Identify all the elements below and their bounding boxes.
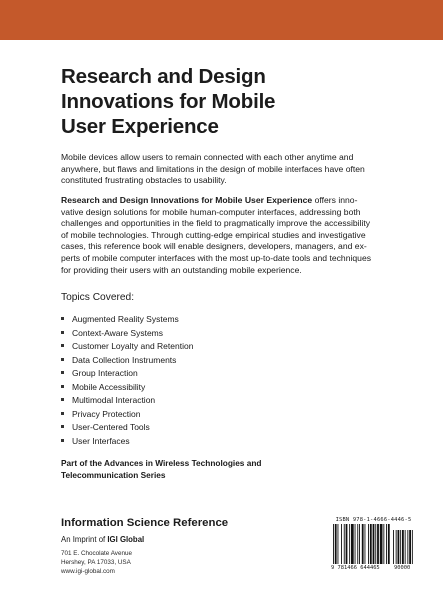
barcode-addon-bar	[412, 530, 413, 564]
barcode-bar	[359, 524, 360, 564]
barcode-bar	[355, 524, 356, 564]
description-line	[61, 195, 397, 207]
topic-label: Group Interaction	[72, 368, 138, 378]
barcode-bar	[362, 524, 364, 564]
imprint-prefix: An Imprint of	[61, 535, 108, 544]
barcode-bar	[368, 524, 369, 564]
description-bold-title: Research and Design Innovations for Mobile User Experience	[61, 195, 313, 205]
title-line: User Experience	[61, 115, 219, 138]
barcode-bar	[349, 524, 350, 564]
description-paragraph	[61, 195, 397, 276]
barcode-bar	[338, 524, 339, 564]
list-item	[61, 394, 193, 408]
barcode-addon-bar	[393, 530, 394, 564]
list-item	[61, 313, 193, 327]
address-line: Hershey, PA 17033, USA	[61, 559, 131, 566]
barcode-bar	[370, 524, 372, 564]
barcode-bar	[351, 524, 354, 564]
description-line: perts of mobile computer interfaces with the most up-to-date tools and techniques	[61, 252, 372, 263]
barcode-bar	[357, 524, 358, 564]
bullet-icon	[61, 344, 64, 347]
barcode-bar	[386, 524, 387, 564]
intro-line: anywhere, but flaws and limitations in the design of mobile interfaces have often	[61, 163, 365, 174]
list-item	[61, 327, 193, 341]
barcode-bar	[383, 524, 384, 564]
description-line: challenges and opportunities in the field to pragmatically improve the accessibility	[61, 218, 371, 229]
bullet-icon	[61, 371, 64, 374]
topics-list	[61, 313, 193, 448]
list-item	[61, 354, 193, 368]
description-line: of mobile technologies. Through cutting-edge empirical studies and investigative	[61, 229, 366, 240]
publisher-name: Information Science Reference	[61, 517, 229, 529]
barcode-addon-digits: 90000	[394, 565, 411, 571]
description-line: cases, this reference book will enable designers, developers, managers, and ex-	[61, 241, 367, 252]
barcode-icon	[331, 524, 416, 565]
series-note	[61, 458, 361, 482]
bullet-icon	[61, 317, 64, 320]
list-item	[61, 435, 193, 449]
imprint-name: IGI Global	[107, 535, 145, 544]
list-item	[61, 381, 193, 395]
bullet-icon	[61, 412, 64, 415]
top-color-band	[0, 0, 443, 40]
barcode-block	[331, 517, 416, 573]
bullet-icon	[61, 439, 64, 442]
topic-label: Customer Loyalty and Retention	[72, 341, 194, 351]
topic-label: Multimodal Interaction	[72, 395, 156, 405]
bullet-icon	[61, 425, 64, 428]
description-line: vative design solutions for mobile human-computer interfaces, addressing both	[61, 206, 361, 217]
topic-label: Mobile Accessibility	[72, 381, 146, 392]
topics-heading: Topics Covered:	[61, 292, 135, 303]
topic-label: User Interfaces	[72, 435, 130, 446]
title-line: Research and Design	[61, 65, 266, 88]
topic-label: Augmented Reality Systems	[72, 314, 179, 324]
barcode-addon-bar	[402, 530, 404, 564]
imprint-line	[61, 535, 144, 544]
bullet-icon	[61, 398, 64, 401]
list-item	[61, 340, 193, 354]
address-line: 701 E. Chocolate Avenue	[61, 550, 132, 557]
barcode-bar	[335, 524, 337, 564]
bullet-icon	[61, 385, 64, 388]
intro-paragraph	[61, 152, 397, 187]
intro-line: constituted frustrating obstacles to usability.	[61, 175, 227, 186]
barcode-addon-bar	[409, 530, 411, 564]
barcode-bar	[344, 524, 345, 564]
barcode-addon-bar	[400, 530, 401, 564]
topic-label: User-Centered Tools	[72, 422, 150, 432]
series-line: Part of the Advances in Wireless Technologies and	[61, 458, 262, 468]
bullet-icon	[61, 331, 64, 334]
barcode-main-digits: 9 781466 644465	[331, 565, 380, 571]
barcode-bar	[380, 524, 383, 564]
intro-line: Mobile devices allow users to remain connected with each other anytime and	[61, 152, 354, 162]
barcode-addon-bar	[405, 530, 406, 564]
list-item	[61, 367, 193, 381]
barcode-bar	[373, 524, 375, 564]
description-line: for providing their users with an outstanding mobile experience.	[61, 264, 302, 275]
list-item	[61, 408, 193, 422]
barcode-addon-bar	[396, 530, 397, 564]
barcode-bar	[333, 524, 334, 564]
barcode-bar	[375, 524, 376, 564]
topic-label: Data Collection Instruments	[72, 354, 177, 365]
isbn-label: ISBN 978-1-4666-4446-5	[335, 517, 412, 523]
barcode-bar	[346, 524, 348, 564]
barcode-bar	[388, 524, 390, 564]
series-line: Telecommunication Series	[61, 469, 166, 480]
title-line: Innovations for Mobile	[61, 90, 276, 113]
publisher-address	[61, 549, 132, 576]
description-first-line-rest: offers inno-	[312, 195, 358, 205]
barcode-addon-bar	[398, 530, 400, 564]
barcode-bar	[365, 524, 366, 564]
topic-label: Context-Aware Systems	[72, 327, 164, 338]
book-title	[61, 64, 401, 139]
barcode-addon-bar	[407, 530, 408, 564]
address-line: www.igi-global.com	[61, 568, 115, 575]
barcode-digits	[331, 565, 416, 571]
list-item	[61, 421, 193, 435]
bullet-icon	[61, 358, 64, 361]
barcode-bar	[377, 524, 379, 564]
topic-label: Privacy Protection	[72, 408, 141, 419]
barcode-bar	[341, 524, 342, 564]
